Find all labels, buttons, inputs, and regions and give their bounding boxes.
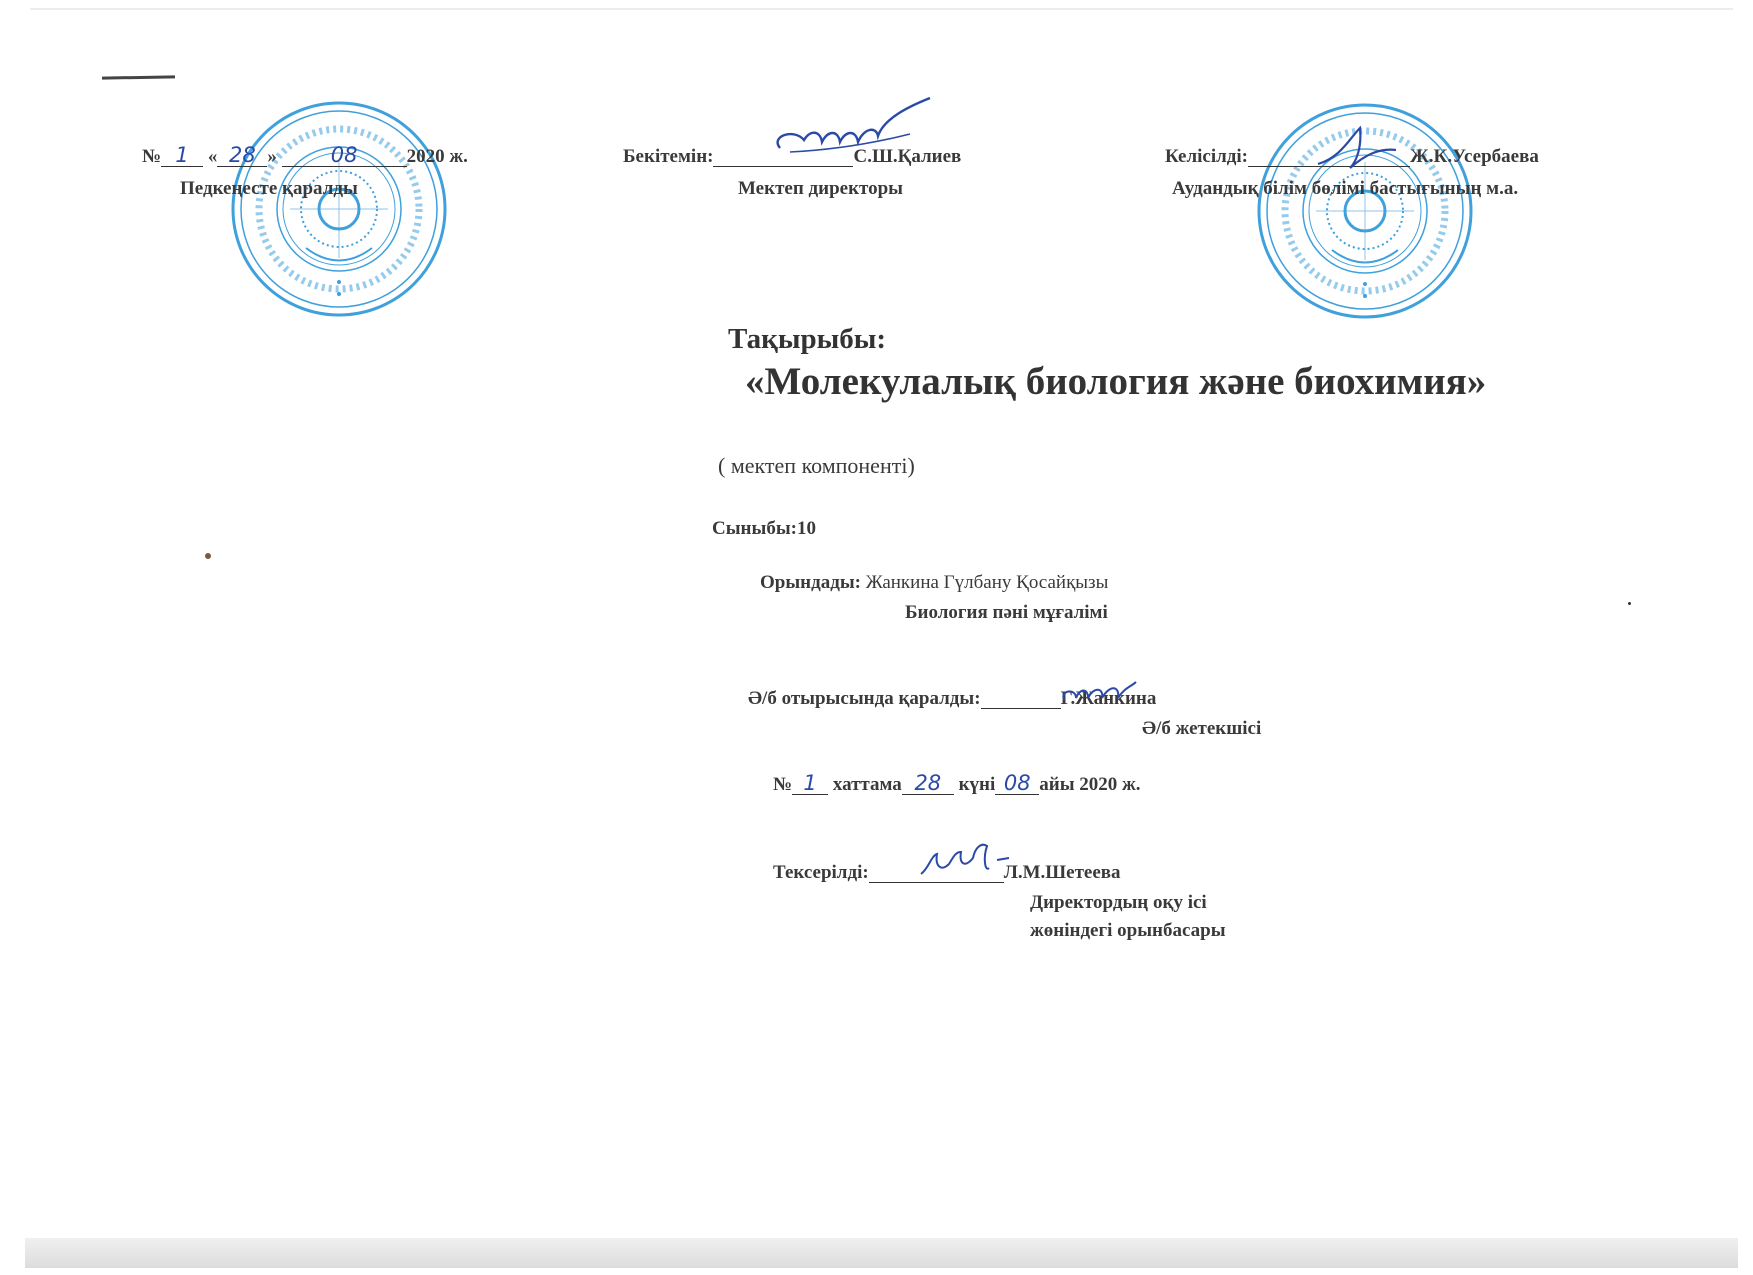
topic-title: «Молекулалық биология және биохимия»: [745, 360, 1487, 403]
approval-label: Бекітемін:: [623, 146, 714, 167]
methodical-head-signature: [1058, 676, 1140, 710]
minutes-word-month: айы 2020 ж.: [1039, 774, 1141, 795]
scan-edge-top: [30, 8, 1733, 10]
school-seal-stamp: [228, 98, 450, 320]
protocol-month: 08: [330, 143, 358, 167]
director-signature: [760, 88, 940, 168]
author-label: Орындады:: [760, 572, 862, 593]
checked-role-line2: жөніндегі орынбасары: [1030, 920, 1226, 941]
protocol-year: 2020 ж.: [406, 146, 468, 167]
checked-role-line1: Директордың оқу ісі: [1030, 892, 1207, 913]
minutes-month: 08: [1003, 771, 1031, 795]
topic-label: Тақырыбы:: [728, 323, 887, 355]
agreement-role: Аудандық білім бөлімі бастығының м.а.: [1172, 178, 1519, 199]
scan-speck: [1628, 602, 1631, 605]
checked-label: Тексерілді:: [773, 862, 869, 883]
scan-speck: [205, 553, 211, 559]
methodical-label: Ә/б отырысында қаралды:: [748, 688, 981, 709]
protocol-close-quote: »: [267, 146, 277, 167]
author-role: Биология пәні мұғалімі: [905, 602, 1108, 623]
minutes-word-day: күні: [958, 774, 996, 795]
approval-role: Мектеп директоры: [738, 178, 904, 199]
minutes-number: 1: [803, 771, 817, 795]
scan-edge-bottom: [25, 1238, 1738, 1268]
agreement-label: Келісілді:: [1165, 146, 1249, 167]
author-name: Жанкина Гүлбану Қосайқызы: [865, 572, 1109, 593]
corner-dash-mark: [102, 75, 175, 79]
minutes-day: 28: [914, 771, 942, 795]
protocol-line: [142, 143, 468, 168]
methodical-role: Ә/б жетекшісі: [1142, 718, 1262, 739]
approval-name: С.Ш.Қалиев: [853, 146, 962, 167]
minutes-line: [773, 771, 1141, 796]
grade: Сыныбы:10: [712, 518, 816, 539]
topic-component: ( мектеп компоненті): [718, 453, 915, 478]
checked-name: Л.М.Шетеева: [1003, 862, 1121, 883]
deputy-signature: [915, 838, 1015, 886]
protocol-no-symbol: №: [142, 146, 162, 167]
district-head-signature: [1310, 118, 1420, 178]
agreement-name: Ж.К.Усербаева: [1410, 146, 1539, 167]
methodical-name: Г.Жанкина: [1060, 688, 1157, 709]
protocol-day: 28: [228, 143, 256, 167]
minutes-no-symbol: №: [773, 774, 793, 795]
protocol-no-value: 1: [175, 143, 189, 167]
protocol-open-quote: «: [207, 146, 218, 167]
minutes-word: хаттама: [832, 774, 902, 795]
author-line: [760, 572, 1108, 594]
protocol-caption: Педкеңесте қаралды: [180, 178, 358, 199]
